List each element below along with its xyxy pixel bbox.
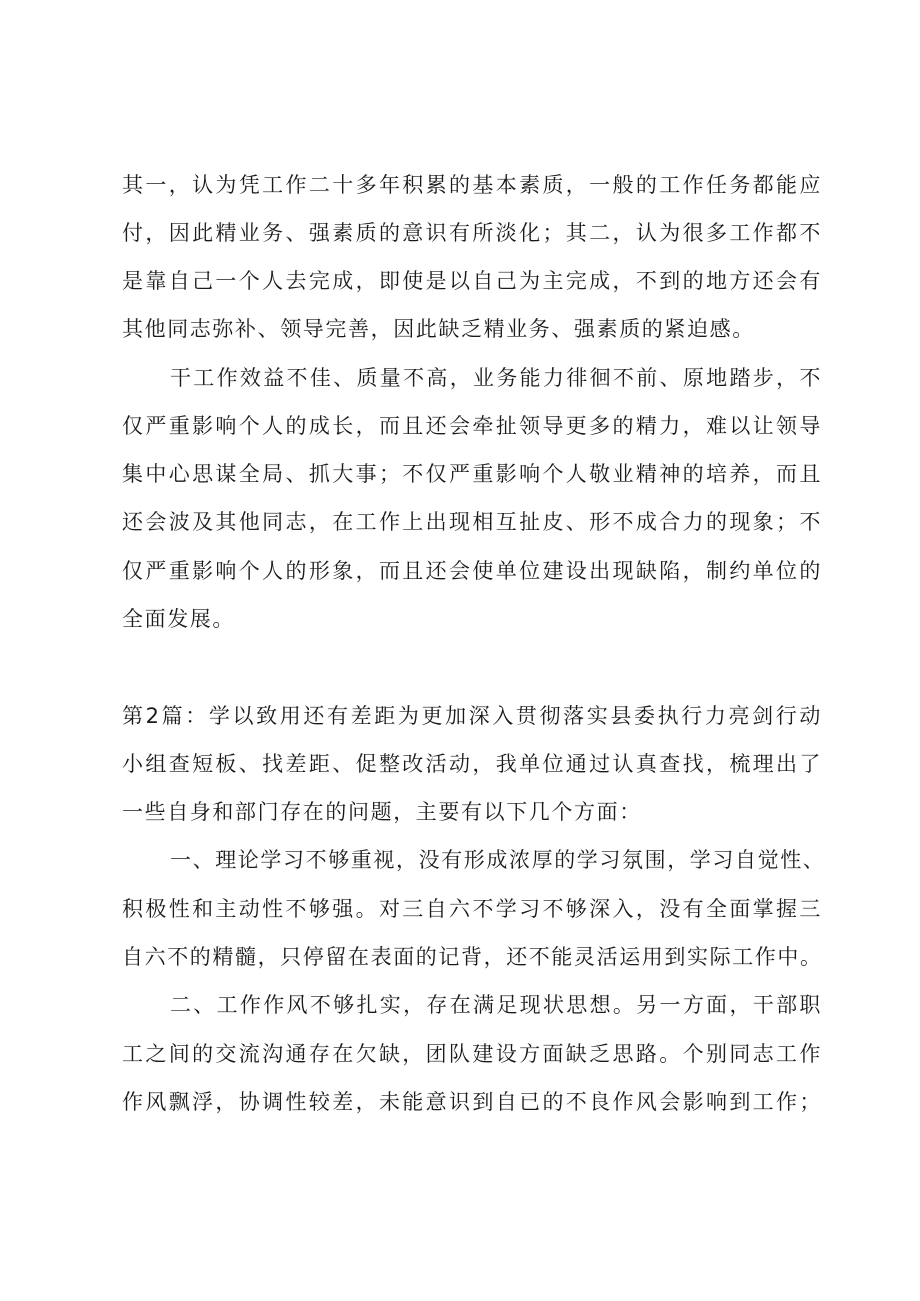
section-heading-line: 第2篇：学以致用还有差距为更加深入贯彻落实县委执行力亮剑行动 bbox=[122, 704, 822, 728]
text-line: 二、工作作风不够扎实，存在满足现状思想。另一方面，干部职 bbox=[170, 993, 822, 1017]
text-line: 一些自身和部门存在的问题，主要有以下几个方面： bbox=[122, 800, 642, 824]
text-line: 作风飘浮，协调性较差，未能意识到自已的不良作风会影响到工作； bbox=[122, 1090, 822, 1114]
text-line: 全面发展。 bbox=[122, 607, 235, 631]
text-line: 小组查短板、找差距、促整改活动，我单位通过认真查找，梳理出了 bbox=[122, 752, 822, 776]
text-line: 还会波及其他同志，在工作上出现相互扯皮、形不成合力的现象；不 bbox=[122, 510, 822, 534]
text-line: 是靠自己一个人去完成，即使是以自己为主完成，不到的地方还会有 bbox=[122, 269, 822, 293]
text-line: 积极性和主动性不够强。对三自六不学习不够深入，没有全面掌握三 bbox=[122, 897, 822, 921]
text-line: 仅严重影响个人的成长，而且还会牵扯领导更多的精力，难以让领导 bbox=[122, 414, 822, 438]
text-line: 仅严重影响个人的形象，而且还会使单位建设出现缺陷，制约单位的 bbox=[122, 559, 822, 583]
text-line: 自六不的精髓，只停留在表面的记背，还不能灵活运用到实际工作中。 bbox=[122, 945, 823, 969]
text-line: 集中心思谋全局、抓大事；不仅严重影响个人敬业精神的培养，而且 bbox=[122, 462, 822, 486]
text-line: 付，因此精业务、强素质的意识有所淡化；其二，认为很多工作都不 bbox=[122, 221, 822, 245]
text-line: 干工作效益不佳、质量不高，业务能力徘徊不前、原地踏步，不 bbox=[170, 366, 822, 390]
text-line: 一、理论学习不够重视，没有形成浓厚的学习氛围，学习自觉性、 bbox=[170, 848, 826, 872]
text-line: 工之间的交流沟通存在欠缺，团队建设方面缺乏思路。个别同志工作 bbox=[122, 1042, 822, 1066]
text-line: 其他同志弥补、领导完善，因此缺乏精业务、强素质的紧迫感。 bbox=[122, 317, 755, 341]
text-line: 其一，认为凭工作二十多年积累的基本素质，一般的工作任务都能应 bbox=[122, 173, 822, 197]
